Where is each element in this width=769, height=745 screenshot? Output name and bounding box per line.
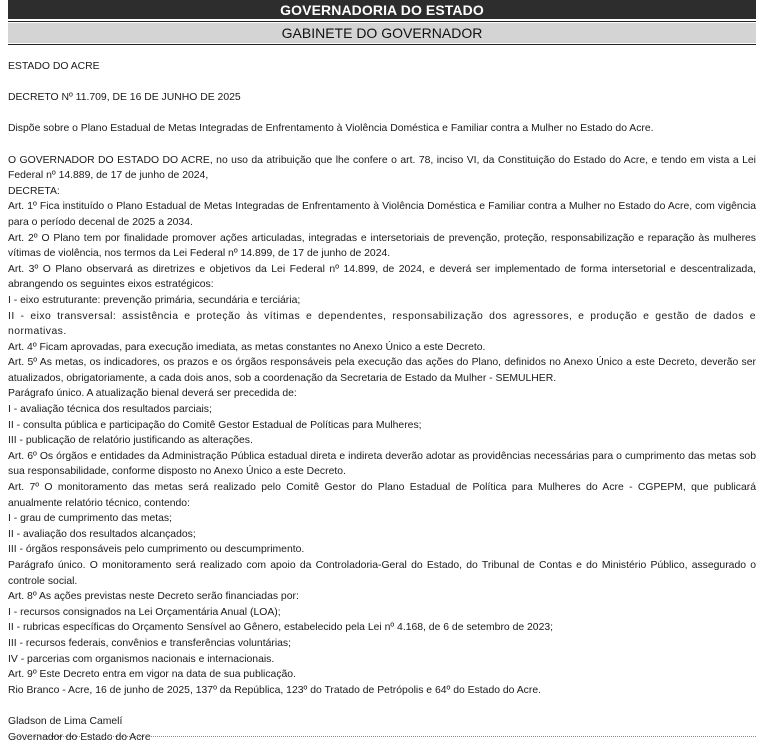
article-7: Art. 7º O monitoramento das metas será realizado pelo Comitê Gestor do Plano Estadual de Política para Mulheres do Acre - CGPEPM, que publicará anualmente relatório técnico, contendo: — [8, 482, 756, 509]
article-2: Art. 2º O Plano tem por finalidade promover ações articuladas, integradas e intersetoriais de prevenção, proteção, responsabilização e reparação às mulheres vítimas de violência, nos termos da Lei Federal nº 14.899, de 17 de junho de 2024. — [8, 232, 756, 260]
place-and-date: Rio Branco - Acre, 16 de junho de 2025, 137º da República, 123º do Tratado de Petrópolis e 64º do Estado do Acre. — [8, 684, 542, 696]
article-7-item-iii: III - órgãos responsáveis pelo cumprimento ou descumprimento. — [8, 544, 305, 556]
gabinete-header-bar — [8, 23, 756, 43]
governadoria-header-bar — [8, 0, 756, 19]
decreta-label: DECRETA: — [8, 185, 60, 197]
article-8-item-iii: III - recursos federais, convênios e transferências voluntárias; — [8, 637, 291, 649]
article-3: Art. 3º O Plano observará as diretrizes e objetivos da Lei Federal nº 14.899, de 2024, e deverá ser implementado de forma intersetorial e descentralizada, abrangendo os seguintes eixos estratégicos: — [8, 263, 756, 291]
article-5-item-ii: II - consulta pública e participação do Comitê Gestor Estadual de Políticas para Mulheres; — [8, 419, 422, 431]
signer-name: Gladson de Lima Camelí — [8, 715, 123, 727]
article-5-item-i: I - avaliação técnica dos resultados parciais; — [8, 404, 212, 416]
divider — [8, 44, 756, 45]
article-3-item-ii: II - eixo transversal: assistência e proteção às vítimas e dependentes, responsabilização dos agressores, e produção e gestão de dados e normativas. — [8, 310, 756, 338]
article-6: Art. 6º Os órgãos e entidades da Administração Pública estadual direta e indireta deverão adotar as providências necessárias para o cumprimento das metas sob sua responsabilidade, conforme disposto no Anexo Único a este Decreto. — [8, 450, 756, 478]
article-3-item-i: I - eixo estruturante: prevenção primária, secundária e terciária; — [8, 294, 301, 306]
divider — [8, 21, 756, 22]
article-7-paragraph: Parágrafo único. O monitoramento será realizado com apoio da Controladoria-Geral do Estado, do Tribunal de Contas e do Ministério Público, assegurado o controle social. — [8, 560, 756, 587]
article-8: Art. 8º As ações previstas neste Decreto serão financiadas por: — [8, 591, 299, 603]
article-1: Art. 1º Fica instituído o Plano Estadual de Metas Integradas de Enfrentamento à Violência Doméstica e Familiar contra a Mulher no Estado do Acre, com vigência para o período decenal de 2025 a 2034. — [8, 201, 756, 228]
article-5-paragraph: Parágrafo único. A atualização bienal deverá ser precedida de: — [8, 388, 297, 400]
article-4: Art. 4º Ficam aprovadas, para execução imediata, as metas constantes no Anexo Único a este Decreto. — [8, 341, 486, 353]
decree-preamble: O GOVERNADOR DO ESTADO DO ACRE, no uso da atribuição que lhe confere o art. 78, inciso VI, da Constituição do Estado do Acre, e tendo em vista a Lei Federal nº 14.889, de 17 de junho de 2024, — [8, 154, 756, 182]
article-7-item-i: I - grau de cumprimento das metas; — [8, 513, 173, 525]
footer-divider — [8, 736, 756, 737]
article-7-item-ii: II - avaliação dos resultados alcançados; — [8, 528, 196, 540]
article-8-item-i: I - recursos consignados na Lei Orçamentária Anual (LOA); — [8, 606, 281, 618]
article-8-item-iv: IV - parcerias com organismos nacionais e internacionais. — [8, 653, 275, 665]
gabinete-title: GABINETE DO GOVERNADOR — [281, 25, 483, 41]
article-8-item-ii: II - rubricas específicas do Orçamento Sensível ao Gênero, estabelecido pela Lei nº 4.168, de 6 de setembro de 2023; — [8, 622, 554, 634]
signer-title: Governador do Estado do Acre — [8, 731, 151, 743]
governadoria-title: GOVERNADORIA DO ESTADO — [280, 2, 484, 18]
article-9: Art. 9º Este Decreto entra em vigor na data de sua publicação. — [8, 669, 296, 681]
decree-document — [8, 59, 756, 745]
decree-ementa: Dispõe sobre o Plano Estadual de Metas Integradas de Enfrentamento à Violência Doméstica e Familiar contra a Mulher no Estado do Acre. — [8, 123, 654, 135]
article-5-item-iii: III - publicação de relatório justificando as alterações. — [8, 435, 253, 447]
decree-number: DECRETO Nº 11.709, DE 16 DE JUNHO DE 2025 — [8, 92, 241, 104]
article-5: Art. 5º As metas, os indicadores, os prazos e os órgãos responsáveis pela execução das ações do Plano, definidos no Anexo Único a este Decreto, deverão ser atualizados, obrigatoriamente, a cada dois anos, sob a coordenação da Secretaria de Estado da Mulher - SEMULHER. — [8, 357, 756, 384]
state-name: ESTADO DO ACRE — [8, 61, 100, 72]
